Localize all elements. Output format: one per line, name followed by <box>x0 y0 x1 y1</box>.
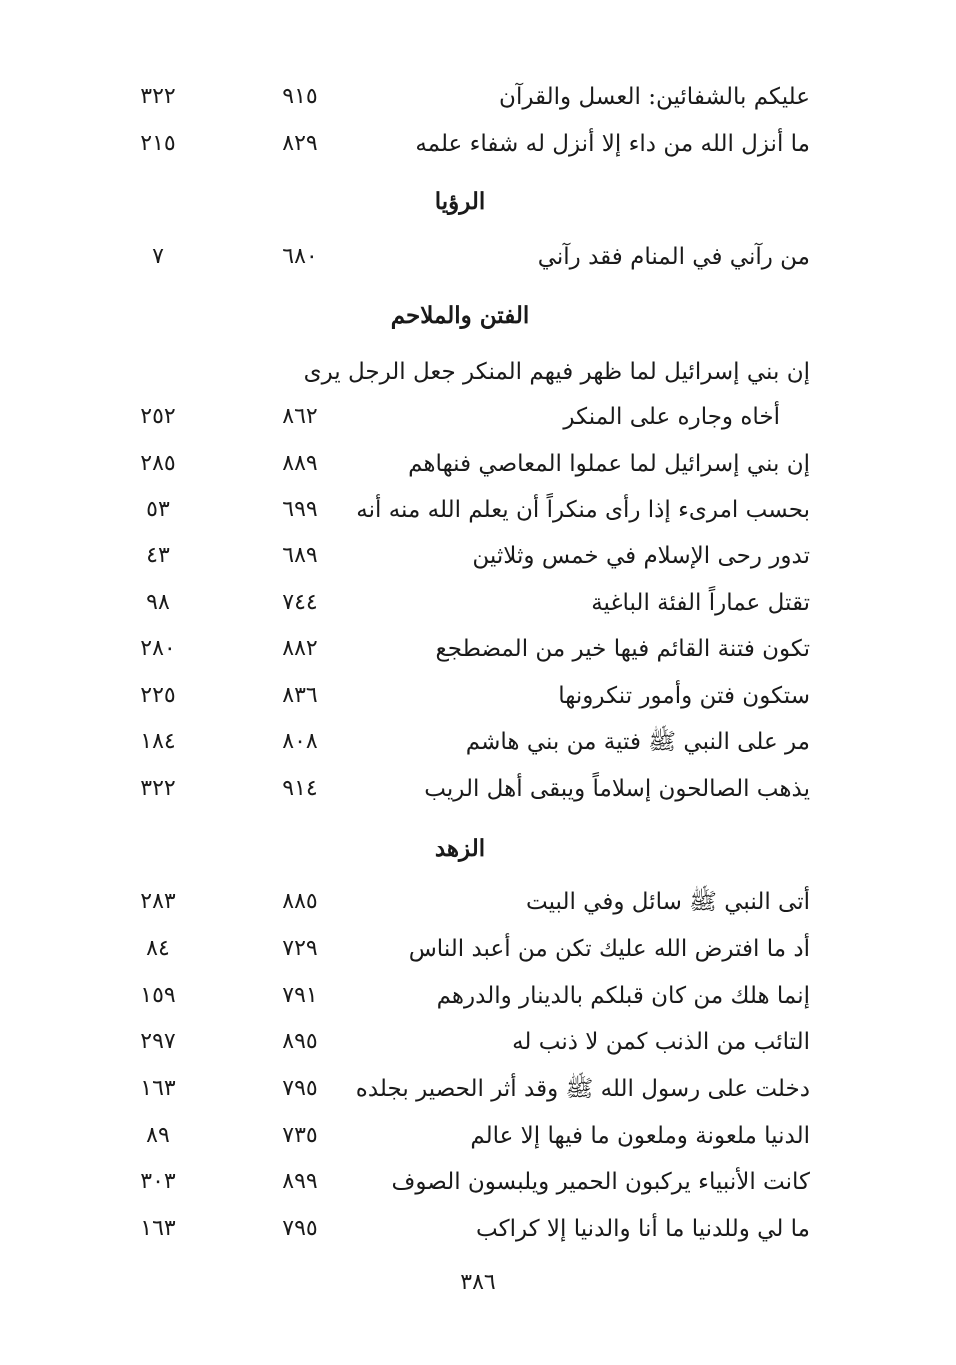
section-heading: الفتن والملاحم <box>390 302 530 329</box>
hadith-text: تكون فتنة القائم فيها خير من المضطجع <box>435 636 810 662</box>
page-reference: ٣٠٣ <box>140 1169 176 1194</box>
index-row <box>100 237 820 277</box>
page-reference: ٢٨٣ <box>140 889 176 914</box>
page-reference: ٥٣ <box>146 497 170 522</box>
page-reference: ١٦٣ <box>140 1076 176 1101</box>
page-reference: ٩٨ <box>146 590 170 615</box>
page-reference: ٢٨٥ <box>140 451 176 476</box>
index-row <box>100 1162 820 1202</box>
index-row <box>100 676 820 716</box>
page-number: ٣٨٦ <box>460 1270 496 1295</box>
hadith-number: ٦٨٠ <box>282 244 318 269</box>
page-reference: ١٨٤ <box>140 729 176 754</box>
page-reference: ٧ <box>152 244 164 269</box>
index-row <box>100 929 820 969</box>
hadith-number: ٦٨٩ <box>282 543 318 568</box>
hadith-number: ٨٨٩ <box>282 451 318 476</box>
hadith-number: ٨٠٨ <box>282 729 318 754</box>
hadith-text: أتى النبي ﷺ سائل وفي البيت <box>526 889 810 915</box>
hadith-number: ٦٩٩ <box>282 497 318 522</box>
hadith-number: ٧٣٥ <box>282 1123 318 1148</box>
index-row <box>100 769 820 809</box>
index-row <box>100 882 820 922</box>
index-row <box>100 352 820 392</box>
page-reference: ١٥٩ <box>140 983 176 1008</box>
hadith-number: ٧٤٤ <box>282 590 318 615</box>
hadith-text: أخاه وجاره على المنكر <box>563 404 780 430</box>
hadith-text: إن بني إسرائيل لما عملوا المعاصي فنهاهم <box>408 451 810 477</box>
hadith-text: ستكون فتن وأمور تنكرونها <box>558 683 810 709</box>
hadith-text: مر على النبي ﷺ فتية من بني هاشم <box>465 729 810 755</box>
hadith-text: يذهب الصالحون إسلاماً ويبقى أهل الريب <box>424 776 810 802</box>
page-reference: ٢١٥ <box>140 131 176 156</box>
index-row <box>100 397 820 437</box>
hadith-text: إن بني إسرائيل لما ظهر فيهم المنكر جعل الرجل يرى <box>303 359 810 385</box>
page-reference: ٨٩ <box>146 1123 170 1148</box>
hadith-text: كانت الأنبياء يركبون الحمير ويلبسون الصوف <box>391 1169 810 1195</box>
page-reference: ٣٢٢ <box>140 776 176 801</box>
hadith-text: الدنيا ملعونة وملعون ما فيها إلا عالم <box>470 1123 810 1149</box>
hadith-text: ما أنزل الله من داء إلا أنزل له شفاء علمه <box>415 131 810 157</box>
index-row <box>100 536 820 576</box>
hadith-number: ٨٣٦ <box>282 683 318 708</box>
page-reference: ٤٣ <box>146 543 170 568</box>
page-reference: ١٦٣ <box>140 1216 176 1241</box>
index-row <box>100 1209 820 1249</box>
index-row <box>100 583 820 623</box>
page-reference: ٢٩٧ <box>140 1029 176 1054</box>
hadith-number: ٧٩٥ <box>282 1216 318 1241</box>
index-row <box>100 629 820 669</box>
hadith-number: ٧٩١ <box>282 983 318 1008</box>
hadith-text: تقتل عماراً الفئة الباغية <box>591 590 810 616</box>
index-row <box>100 77 820 117</box>
section-heading: الرؤيا <box>434 188 486 215</box>
hadith-text: التائب من الذنب كمن لا ذنب له <box>512 1029 810 1055</box>
index-row <box>100 1022 820 1062</box>
hadith-text: دخلت على رسول الله ﷺ وقد أثر الحصير بجلده <box>355 1076 810 1102</box>
hadith-text: تدور رحى الإسلام في خمس وثلاثين <box>472 543 810 569</box>
hadith-number: ٩١٤ <box>282 776 318 801</box>
index-row <box>100 124 820 164</box>
hadith-number: ٨٦٢ <box>282 404 318 429</box>
hadith-number: ٨٨٥ <box>282 889 318 914</box>
section-heading: الزهد <box>434 835 486 862</box>
index-row <box>100 1116 820 1156</box>
index-row <box>100 1069 820 1109</box>
hadith-text: إنما هلك من كان قبلكم بالدينار والدرهم <box>436 983 810 1009</box>
hadith-text: بحسب امرىء إذا رأى منكراً أن يعلم الله منه أنه <box>356 497 810 523</box>
page-reference: ٨٤ <box>146 936 170 961</box>
index-row <box>100 722 820 762</box>
hadith-number: ٩١٥ <box>282 84 318 109</box>
hadith-text: أد ما افترض الله عليك تكن من أعبد الناس <box>408 936 810 962</box>
hadith-text: ما لي وللدنيا ما أنا والدنيا إلا كراكب <box>476 1216 810 1242</box>
hadith-text: من رآني في المنام فقد رآني <box>537 244 810 270</box>
page-reference: ٢٨٠ <box>140 636 176 661</box>
index-row <box>100 444 820 484</box>
page-reference: ٢٢٥ <box>140 683 176 708</box>
hadith-number: ٨٢٩ <box>282 131 318 156</box>
hadith-number: ٧٢٩ <box>282 936 318 961</box>
hadith-number: ٨٩٩ <box>282 1169 318 1194</box>
hadith-number: ٨٨٢ <box>282 636 318 661</box>
index-row <box>100 976 820 1016</box>
page-reference: ٢٥٢ <box>140 404 176 429</box>
hadith-number: ٨٩٥ <box>282 1029 318 1054</box>
page-reference: ٣٢٢ <box>140 84 176 109</box>
index-row <box>100 490 820 530</box>
hadith-text: عليكم بالشفائين: العسل والقرآن <box>499 84 810 110</box>
hadith-number: ٧٩٥ <box>282 1076 318 1101</box>
